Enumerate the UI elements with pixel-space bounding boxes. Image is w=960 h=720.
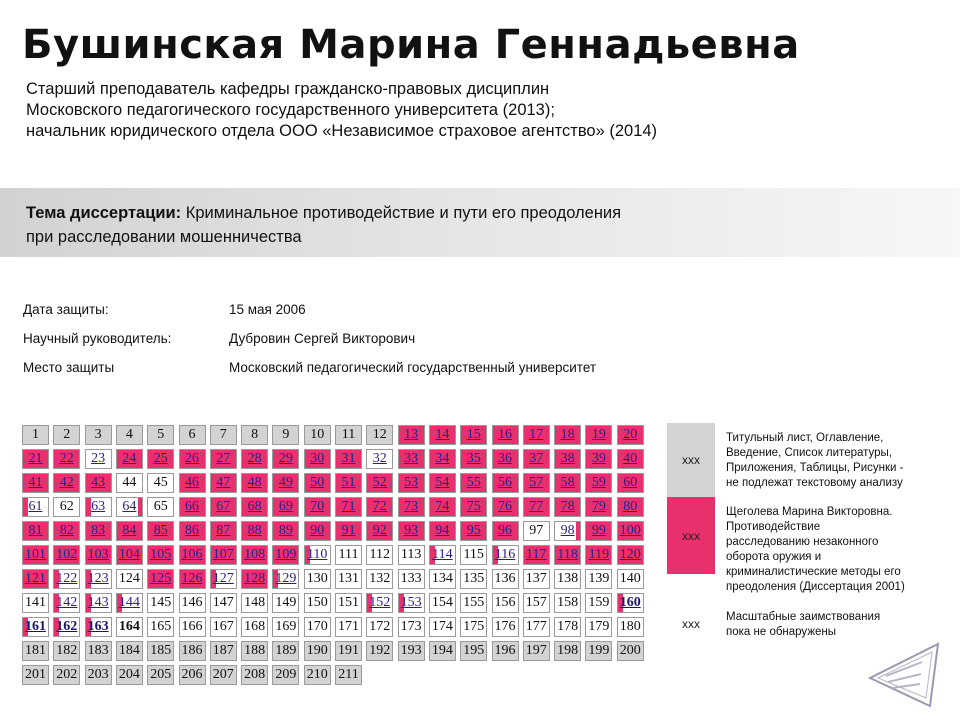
page-cell-123[interactable]: 123 bbox=[85, 569, 112, 589]
page-cell-93[interactable]: 93 bbox=[398, 521, 425, 541]
page-cell-156: 156 bbox=[492, 593, 519, 613]
page-cell-71[interactable]: 71 bbox=[335, 497, 362, 517]
legend-line: не подлежат текстовому анализу bbox=[726, 477, 903, 489]
thesis-title-line1: Криминальное противодействие и пути его преодоления bbox=[181, 204, 622, 222]
info-value: Дубровин Сергей Викторович bbox=[229, 331, 416, 346]
page-cell-179: 179 bbox=[585, 617, 612, 637]
page-cell-78[interactable]: 78 bbox=[554, 497, 581, 517]
thesis-title-line2: при расследовании мошенничества bbox=[26, 228, 302, 246]
page-cell-64[interactable]: 64 bbox=[116, 497, 143, 517]
page-cell-158: 158 bbox=[554, 593, 581, 613]
page-cell-100[interactable]: 100 bbox=[617, 521, 644, 541]
person-position bbox=[26, 79, 657, 142]
page-cell-121[interactable]: 121 bbox=[22, 569, 49, 589]
page-cell-131: 131 bbox=[335, 569, 362, 589]
page-cell-202: 202 bbox=[53, 665, 80, 685]
page-cell-84[interactable]: 84 bbox=[116, 521, 143, 541]
person-name: Бушинская Марина Геннадьевна bbox=[22, 22, 800, 68]
page-cell-52[interactable]: 52 bbox=[366, 473, 393, 493]
legend-line: Титульный лист, Оглавление, bbox=[726, 432, 884, 444]
page-cell-16[interactable]: 16 bbox=[492, 425, 519, 445]
page-cell-6: 6 bbox=[179, 425, 206, 445]
page-cell-150: 150 bbox=[304, 593, 331, 613]
legend-line: криминалистические методы его bbox=[726, 566, 901, 578]
page-cell-118[interactable]: 118 bbox=[554, 545, 581, 565]
page-cell-182: 182 bbox=[53, 641, 80, 661]
page-cell-24[interactable]: 24 bbox=[116, 449, 143, 469]
page-cell-46[interactable]: 46 bbox=[179, 473, 206, 493]
page-cell-94[interactable]: 94 bbox=[429, 521, 456, 541]
page-cell-5: 5 bbox=[147, 425, 174, 445]
page-cell-186: 186 bbox=[179, 641, 206, 661]
page-cell-193: 193 bbox=[398, 641, 425, 661]
page-cell-95[interactable]: 95 bbox=[460, 521, 487, 541]
page-cell-196: 196 bbox=[492, 641, 519, 661]
page-cell-27[interactable]: 27 bbox=[210, 449, 237, 469]
page-cell-81[interactable]: 81 bbox=[22, 521, 49, 541]
page-cell-129[interactable]: 129 bbox=[272, 569, 299, 589]
page-cell-188: 188 bbox=[241, 641, 268, 661]
page-cell-190: 190 bbox=[304, 641, 331, 661]
page-cell-74[interactable]: 74 bbox=[429, 497, 456, 517]
legend-text-excluded bbox=[726, 431, 903, 491]
page-cell-32[interactable]: 32 bbox=[366, 449, 393, 469]
page-cell-183: 183 bbox=[85, 641, 112, 661]
page-cell-145: 145 bbox=[147, 593, 174, 613]
page-cell-104[interactable]: 104 bbox=[116, 545, 143, 565]
page-cell-209: 209 bbox=[272, 665, 299, 685]
legend-line: оборота оружия и bbox=[726, 551, 822, 563]
page-cell-29[interactable]: 29 bbox=[272, 449, 299, 469]
page-cell-79[interactable]: 79 bbox=[585, 497, 612, 517]
page-cell-76[interactable]: 76 bbox=[492, 497, 519, 517]
position-line: Старший преподаватель кафедры гражданско-правовых дисциплин bbox=[26, 80, 550, 98]
page-cell-132: 132 bbox=[366, 569, 393, 589]
page-cell-128[interactable]: 128 bbox=[241, 569, 268, 589]
page-cell-208: 208 bbox=[241, 665, 268, 685]
page-cell-189: 189 bbox=[272, 641, 299, 661]
page-cell-184: 184 bbox=[116, 641, 143, 661]
page-cell-56[interactable]: 56 bbox=[492, 473, 519, 493]
page-cell-109[interactable]: 109 bbox=[272, 545, 299, 565]
page-cell-164: 164 bbox=[116, 617, 143, 637]
page-cell-115: 115 bbox=[460, 545, 487, 565]
page-cell-111: 111 bbox=[335, 545, 362, 565]
legend-swatch-excluded: xxx bbox=[667, 423, 715, 497]
page-cell-155: 155 bbox=[460, 593, 487, 613]
page-cell-192: 192 bbox=[366, 641, 393, 661]
page-cell-174: 174 bbox=[429, 617, 456, 637]
page-cell-114[interactable]: 114 bbox=[429, 545, 456, 565]
page-cell-20[interactable]: 20 bbox=[617, 425, 644, 445]
page-cell-49[interactable]: 49 bbox=[272, 473, 299, 493]
page-cell-61[interactable]: 61 bbox=[22, 497, 49, 517]
page-cell-58[interactable]: 58 bbox=[554, 473, 581, 493]
page-cell-170: 170 bbox=[304, 617, 331, 637]
legend-swatch-source: xxx bbox=[667, 497, 715, 574]
page-cell-171: 171 bbox=[335, 617, 362, 637]
page-cell-91[interactable]: 91 bbox=[335, 521, 362, 541]
page-cell-105[interactable]: 105 bbox=[147, 545, 174, 565]
page-cell-122[interactable]: 122 bbox=[53, 569, 80, 589]
page-cell-25[interactable]: 25 bbox=[147, 449, 174, 469]
page-cell-3: 3 bbox=[85, 425, 112, 445]
page-cell-146: 146 bbox=[179, 593, 206, 613]
page-cell-12: 12 bbox=[366, 425, 393, 445]
legend-line: расследованию незаконного bbox=[726, 536, 879, 548]
page-cell-96[interactable]: 96 bbox=[492, 521, 519, 541]
page-cell-166: 166 bbox=[179, 617, 206, 637]
page-cell-28[interactable]: 28 bbox=[241, 449, 268, 469]
page-cell-99[interactable]: 99 bbox=[585, 521, 612, 541]
page-cell-67[interactable]: 67 bbox=[210, 497, 237, 517]
legend-line: Введение, Список литературы, bbox=[726, 447, 892, 459]
page-cell-88[interactable]: 88 bbox=[241, 521, 268, 541]
page-cell-206: 206 bbox=[179, 665, 206, 685]
page-cell-65: 65 bbox=[147, 497, 174, 517]
page-cell-92[interactable]: 92 bbox=[366, 521, 393, 541]
page-cell-83[interactable]: 83 bbox=[85, 521, 112, 541]
page-cell-153[interactable]: 153 bbox=[398, 593, 425, 613]
page-cell-119[interactable]: 119 bbox=[585, 545, 612, 565]
page-cell-181: 181 bbox=[22, 641, 49, 661]
page-cell-162[interactable]: 162 bbox=[53, 617, 80, 637]
page-cell-4: 4 bbox=[116, 425, 143, 445]
page-cell-51[interactable]: 51 bbox=[335, 473, 362, 493]
page-cell-108[interactable]: 108 bbox=[241, 545, 268, 565]
legend-text-clean bbox=[726, 610, 880, 640]
page-cell-139: 139 bbox=[585, 569, 612, 589]
page-cell-138: 138 bbox=[554, 569, 581, 589]
page-cell-80[interactable]: 80 bbox=[617, 497, 644, 517]
page-cell-7: 7 bbox=[210, 425, 237, 445]
page-cell-69[interactable]: 69 bbox=[272, 497, 299, 517]
page-cell-159: 159 bbox=[585, 593, 612, 613]
page-cell-101[interactable]: 101 bbox=[22, 545, 49, 565]
page-cell-177: 177 bbox=[523, 617, 550, 637]
page-cell-175: 175 bbox=[460, 617, 487, 637]
page-cell-73[interactable]: 73 bbox=[398, 497, 425, 517]
page-cell-18[interactable]: 18 bbox=[554, 425, 581, 445]
page-cell-195: 195 bbox=[460, 641, 487, 661]
legend-line: Противодействие bbox=[726, 521, 821, 533]
page-cell-66[interactable]: 66 bbox=[179, 497, 206, 517]
page-cell-130: 130 bbox=[304, 569, 331, 589]
page-cell-142[interactable]: 142 bbox=[53, 593, 80, 613]
page-cell-39[interactable]: 39 bbox=[585, 449, 612, 469]
page-cell-187: 187 bbox=[210, 641, 237, 661]
thesis-topic bbox=[26, 201, 621, 249]
page-cell-13[interactable]: 13 bbox=[398, 425, 425, 445]
page-cell-43[interactable]: 43 bbox=[85, 473, 112, 493]
page-cell-133: 133 bbox=[398, 569, 425, 589]
page-cell-60[interactable]: 60 bbox=[617, 473, 644, 493]
page-cell-148: 148 bbox=[241, 593, 268, 613]
page-cell-77[interactable]: 77 bbox=[523, 497, 550, 517]
page-cell-10: 10 bbox=[304, 425, 331, 445]
page-cell-135: 135 bbox=[460, 569, 487, 589]
page-cell-1: 1 bbox=[22, 425, 49, 445]
page-cell-140: 140 bbox=[617, 569, 644, 589]
page-cell-54[interactable]: 54 bbox=[429, 473, 456, 493]
page-cell-8: 8 bbox=[241, 425, 268, 445]
page-cell-30[interactable]: 30 bbox=[304, 449, 331, 469]
page-cell-107[interactable]: 107 bbox=[210, 545, 237, 565]
legend-swatch-clean: xxx bbox=[667, 600, 715, 648]
page-cell-82[interactable]: 82 bbox=[53, 521, 80, 541]
page-cell-211: 211 bbox=[335, 665, 362, 685]
page-cell-165: 165 bbox=[147, 617, 174, 637]
page-cell-110[interactable]: 110 bbox=[304, 545, 331, 565]
position-line: Московского педагогического государственного университета (2013); bbox=[26, 101, 555, 119]
page-cell-97: 97 bbox=[523, 521, 550, 541]
legend-text-source bbox=[726, 505, 905, 595]
page-cell-163[interactable]: 163 bbox=[85, 617, 112, 637]
page-cell-197: 197 bbox=[523, 641, 550, 661]
dissernet-seal-icon bbox=[866, 638, 946, 710]
page-cell-41[interactable]: 41 bbox=[22, 473, 49, 493]
page-cell-167: 167 bbox=[210, 617, 237, 637]
page-cell-17[interactable]: 17 bbox=[523, 425, 550, 445]
page-cell-147: 147 bbox=[210, 593, 237, 613]
page-cell-125[interactable]: 125 bbox=[147, 569, 174, 589]
page-cell-134: 134 bbox=[429, 569, 456, 589]
legend-line: пока не обнаружены bbox=[726, 626, 837, 638]
page-cell-149: 149 bbox=[272, 593, 299, 613]
page-cell-55[interactable]: 55 bbox=[460, 473, 487, 493]
page-cell-75[interactable]: 75 bbox=[460, 497, 487, 517]
page-cell-207: 207 bbox=[210, 665, 237, 685]
page-cell-35[interactable]: 35 bbox=[460, 449, 487, 469]
page-cell-89[interactable]: 89 bbox=[272, 521, 299, 541]
page-cell-198: 198 bbox=[554, 641, 581, 661]
page-cell-31[interactable]: 31 bbox=[335, 449, 362, 469]
page-cell-9: 9 bbox=[272, 425, 299, 445]
page-cell-210: 210 bbox=[304, 665, 331, 685]
page-cell-137: 137 bbox=[523, 569, 550, 589]
page-cell-22[interactable]: 22 bbox=[53, 449, 80, 469]
legend-line: Щеголева Марина Викторовна. bbox=[726, 506, 893, 518]
page-cell-90[interactable]: 90 bbox=[304, 521, 331, 541]
info-label: Место защиты bbox=[23, 360, 115, 375]
legend-line: преодоления (Диссертация 2001) bbox=[726, 581, 905, 593]
page-cell-154: 154 bbox=[429, 593, 456, 613]
page-cell-203: 203 bbox=[85, 665, 112, 685]
page-cell-126[interactable]: 126 bbox=[179, 569, 206, 589]
page-cell-36[interactable]: 36 bbox=[492, 449, 519, 469]
page-cell-38[interactable]: 38 bbox=[554, 449, 581, 469]
page-cell-124: 124 bbox=[116, 569, 143, 589]
page-cell-103[interactable]: 103 bbox=[85, 545, 112, 565]
page-cell-112: 112 bbox=[366, 545, 393, 565]
page-cell-120[interactable]: 120 bbox=[617, 545, 644, 565]
page-cell-113: 113 bbox=[398, 545, 425, 565]
page-cell-185: 185 bbox=[147, 641, 174, 661]
page-cell-205: 205 bbox=[147, 665, 174, 685]
page-cell-172: 172 bbox=[366, 617, 393, 637]
page-cell-87[interactable]: 87 bbox=[210, 521, 237, 541]
page-cell-50[interactable]: 50 bbox=[304, 473, 331, 493]
page-cell-161[interactable]: 161 bbox=[22, 617, 49, 637]
page-cell-47[interactable]: 47 bbox=[210, 473, 237, 493]
page-cell-168: 168 bbox=[241, 617, 268, 637]
page-cell-40[interactable]: 40 bbox=[617, 449, 644, 469]
page-cell-15[interactable]: 15 bbox=[460, 425, 487, 445]
page-cell-53[interactable]: 53 bbox=[398, 473, 425, 493]
page-cell-86[interactable]: 86 bbox=[179, 521, 206, 541]
page-cell-194: 194 bbox=[429, 641, 456, 661]
page-cell-33[interactable]: 33 bbox=[398, 449, 425, 469]
page-cell-141: 141 bbox=[22, 593, 49, 613]
page-cell-63[interactable]: 63 bbox=[85, 497, 112, 517]
page-cell-70[interactable]: 70 bbox=[304, 497, 331, 517]
page-cell-151: 151 bbox=[335, 593, 362, 613]
info-value: 15 мая 2006 bbox=[229, 302, 306, 317]
page-cell-191: 191 bbox=[335, 641, 362, 661]
page-cell-19[interactable]: 19 bbox=[585, 425, 612, 445]
page-cell-173: 173 bbox=[398, 617, 425, 637]
page-cell-14[interactable]: 14 bbox=[429, 425, 456, 445]
page-cell-72[interactable]: 72 bbox=[366, 497, 393, 517]
page-cell-160[interactable]: 160 bbox=[617, 593, 644, 613]
page-cell-62: 62 bbox=[53, 497, 80, 517]
page-cell-42[interactable]: 42 bbox=[53, 473, 80, 493]
info-label: Научный руководитель: bbox=[23, 331, 172, 346]
page-cell-98[interactable]: 98 bbox=[554, 521, 581, 541]
page-cell-45: 45 bbox=[147, 473, 174, 493]
page-cell-176: 176 bbox=[492, 617, 519, 637]
info-value: Московский педагогический государственный университет bbox=[229, 360, 597, 375]
page-cell-143[interactable]: 143 bbox=[85, 593, 112, 613]
page-cell-178: 178 bbox=[554, 617, 581, 637]
page-cell-21[interactable]: 21 bbox=[22, 449, 49, 469]
page-cell-144[interactable]: 144 bbox=[116, 593, 143, 613]
page-cell-127[interactable]: 127 bbox=[210, 569, 237, 589]
page-cell-37[interactable]: 37 bbox=[523, 449, 550, 469]
page-cell-102[interactable]: 102 bbox=[53, 545, 80, 565]
page-cell-85[interactable]: 85 bbox=[147, 521, 174, 541]
page-cell-48[interactable]: 48 bbox=[241, 473, 268, 493]
page-cell-2: 2 bbox=[53, 425, 80, 445]
page-cell-57[interactable]: 57 bbox=[523, 473, 550, 493]
page-cell-59[interactable]: 59 bbox=[585, 473, 612, 493]
page-cell-23[interactable]: 23 bbox=[85, 449, 112, 469]
page-cell-180: 180 bbox=[617, 617, 644, 637]
info-label: Дата защиты: bbox=[23, 302, 109, 317]
page-cell-11: 11 bbox=[335, 425, 362, 445]
page-cell-157: 157 bbox=[523, 593, 550, 613]
page-cell-201: 201 bbox=[22, 665, 49, 685]
page-cell-26[interactable]: 26 bbox=[179, 449, 206, 469]
page-cell-116[interactable]: 116 bbox=[492, 545, 519, 565]
page-cell-204: 204 bbox=[116, 665, 143, 685]
page-cell-199: 199 bbox=[585, 641, 612, 661]
position-line: начальник юридического отдела ООО «Независимое страховое агентство» (2014) bbox=[26, 122, 658, 140]
page-cell-68[interactable]: 68 bbox=[241, 497, 268, 517]
page-cell-152[interactable]: 152 bbox=[366, 593, 393, 613]
page-cell-200: 200 bbox=[617, 641, 644, 661]
page-cell-106[interactable]: 106 bbox=[179, 545, 206, 565]
legend-line: Приложения, Таблицы, Рисунки - bbox=[726, 462, 904, 474]
page-cell-117[interactable]: 117 bbox=[523, 545, 550, 565]
page-cell-169: 169 bbox=[272, 617, 299, 637]
page-cell-34[interactable]: 34 bbox=[429, 449, 456, 469]
thesis-label: Тема диссертации: bbox=[26, 204, 182, 222]
page-cell-44: 44 bbox=[116, 473, 143, 493]
legend-line: Масштабные заимствования bbox=[726, 611, 881, 623]
page-cell-136: 136 bbox=[492, 569, 519, 589]
